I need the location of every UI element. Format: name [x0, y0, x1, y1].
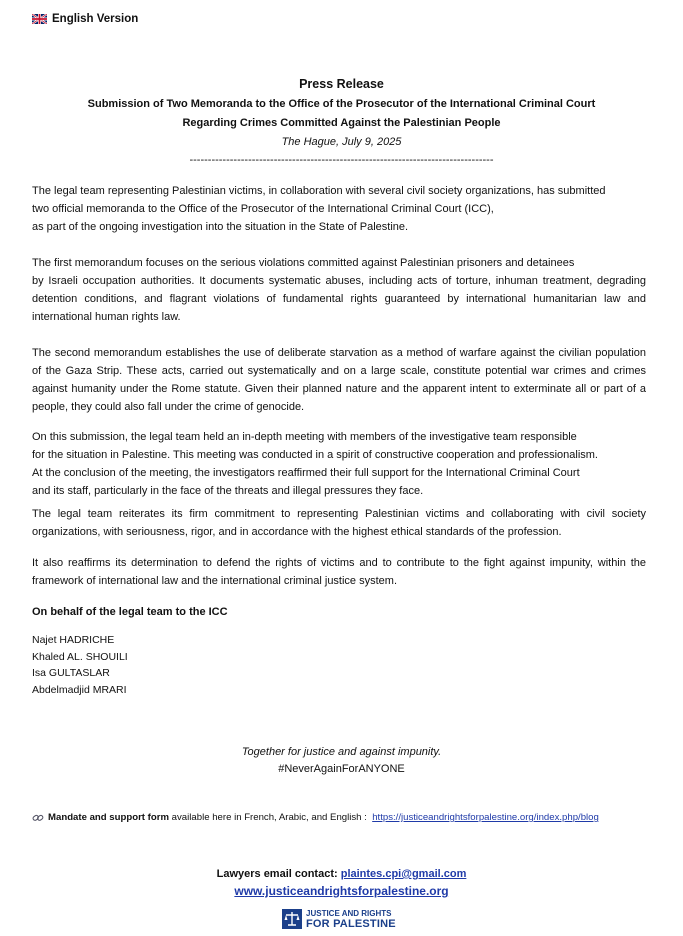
subtitle-line-2: Regarding Crimes Committed Against the Palestinian People	[182, 117, 501, 129]
logo-line-2: FOR PALESTINE	[306, 918, 396, 930]
signatory-name: Abdelmadjid MRARI	[32, 683, 127, 696]
paragraph-4-line: for the situation in Palestine. This meeting was conducted in a spirit of constructive cooperation and professionalism.	[32, 449, 598, 461]
signature-block	[32, 603, 646, 621]
paragraph-2-text: by Israeli occupation authorities. It documents systematic abuses, including acts of torture, inhuman treatment, degrading detention conditions, and flagrant violations of fundamental rights guaranteed by international humanitarian law and international human rights law.	[32, 275, 646, 323]
paragraph-6-text: It also reaffirms its determination to defend the rights of victims and to contribute to the fight against impunity, within the framework of international law and the international criminal justice system.	[32, 557, 646, 587]
paragraph-5-text: The legal team reiterates its firm commitment to representing Palestinian victims and collaborating with civil society organizations, with seriousness, rigor, and in accordance with the highest ethical standards of the profession.	[32, 508, 646, 538]
paragraph-5	[32, 505, 646, 541]
paragraph-1	[32, 182, 646, 236]
mandate-line	[32, 812, 599, 823]
organization-logo	[282, 909, 396, 929]
paragraph-3	[32, 344, 646, 416]
contact-line	[0, 868, 683, 880]
email-link[interactable]: plaintes.cpi@gmail.com	[340, 868, 467, 880]
press-release-title: Press Release	[299, 77, 384, 91]
paragraph-6	[32, 554, 646, 590]
signatory-name: Isa GULTASLAR	[32, 667, 110, 679]
logo-line-1: JUSTICE AND RIGHTS	[306, 909, 392, 918]
website-line	[0, 884, 683, 898]
mandate-label: Mandate and support form	[48, 812, 169, 823]
paragraph-1-line: two official memoranda to the Office of the Prosecutor of the International Criminal Court (ICC),	[32, 203, 494, 215]
paragraph-4	[32, 428, 646, 500]
paragraph-2-line: The first memorandum focuses on the serious violations committed against Palestinian prisoners and detainees	[32, 257, 575, 269]
paragraph-4-line: and its staff, particularly in the face of the threats and illegal pressures they face.	[32, 485, 424, 497]
contact-label: Lawyers email contact:	[216, 868, 341, 880]
paragraph-4-line: At the conclusion of the meeting, the investigators reaffirmed their full support for the International Criminal Court	[32, 467, 580, 479]
paragraph-1-line: The legal team representing Palestinian victims, in collaboration with several civil society organizations, has submitted	[32, 185, 606, 197]
signatory-name: Najet HADRICHE	[32, 634, 115, 646]
language-label: English Version	[52, 13, 139, 25]
paragraph-3-text: The second memorandum establishes the use of deliberate starvation as a method of warfare against the civilian population of the Gaza Strip. These acts, carried out systematically and on a large scale, constitute potential war crimes and crimes against humanity under the Rome statute. Given their planned nature and the apparent intent to exterminate all or part of a people, they could also fall under the crime of genocide.	[32, 347, 646, 413]
language-switch[interactable]	[32, 13, 138, 25]
motto	[0, 744, 683, 778]
uk-flag-icon	[32, 14, 47, 24]
hashtag: #NeverAgainForANYONE	[278, 763, 405, 775]
mandate-text: available here in French, Arabic, and English :	[169, 812, 373, 823]
scales-of-justice-icon	[282, 909, 302, 929]
link-icon	[32, 813, 44, 823]
subtitle-line-1: Submission of Two Memoranda to the Office of the Prosecutor of the International Criminal Court	[87, 98, 596, 110]
signatory-list	[32, 632, 646, 698]
signatory-name: Khaled AL. SHOUILI	[32, 650, 128, 663]
paragraph-2	[32, 254, 646, 326]
dateline: The Hague, July 9, 2025	[281, 136, 402, 148]
website-link[interactable]: www.justiceandrightsforpalestine.org	[234, 884, 449, 898]
paragraph-4-line: On this submission, the legal team held an in-depth meeting with members of the investigative team responsible	[32, 431, 577, 443]
paragraph-1-line: as part of the ongoing investigation into the situation in the State of Palestine.	[32, 221, 409, 233]
motto-line: Together for justice and against impunity.	[241, 746, 442, 758]
separator-line: -----------------------------------------------------------------------------------	[189, 154, 494, 166]
mandate-link[interactable]: https://justiceandrightsforpalestine.org/index.php/blog	[372, 812, 599, 823]
signature-title: On behalf of the legal team to the ICC	[32, 606, 228, 618]
